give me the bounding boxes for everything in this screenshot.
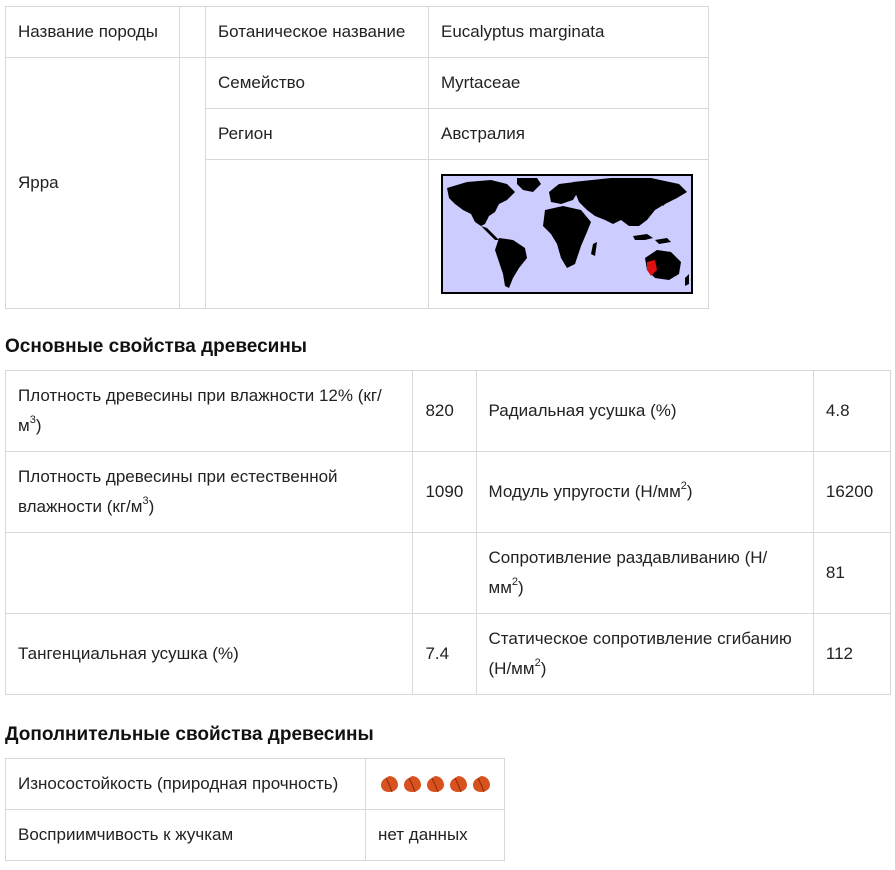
botanical-name-value: Eucalyptus marginata [429, 7, 709, 58]
property-label: Статическое сопротивление сгибанию $(Н/мм^2)$ [476, 614, 813, 695]
property-label: Тангенциальная усушка (%) [6, 614, 413, 695]
extra-properties-table [5, 758, 505, 861]
property-value: 112 [813, 614, 890, 695]
durability-rating [366, 759, 505, 810]
property-value: 7.4 [413, 614, 476, 695]
species-name-value: Ярра [6, 58, 180, 309]
main-properties-table [5, 370, 891, 695]
spacer-cell [180, 58, 206, 309]
beetle-value: нет данных [366, 810, 505, 861]
extra-properties-heading: Дополнительные свойства древесины [5, 724, 374, 745]
map-cell [429, 160, 709, 309]
main-properties-heading: Основные свойства древесины [5, 336, 308, 357]
property-value: 16200 [813, 452, 890, 533]
property-label: Плотность древесины при влажности 12% $(кг/м^3)$ [6, 371, 413, 452]
property-label: Радиальная усушка (%) [476, 371, 813, 452]
property-value: 4.8 [813, 371, 890, 452]
beetle-label: Восприимчивость к жучкам [6, 810, 366, 861]
table-row [6, 533, 891, 614]
property-label: Плотность древесины при естественной влажности $(кг/м^3)$ [6, 452, 413, 533]
table-row [6, 452, 891, 533]
property-label: Сопротивление раздавливанию $(Н/мм^2)$ [476, 533, 813, 614]
table-row [6, 371, 891, 452]
leaf-icon [401, 773, 423, 795]
family-value: Myrtaceae [429, 58, 709, 109]
table-row [6, 614, 891, 695]
table-row [6, 759, 505, 810]
leaf-icon [447, 773, 469, 795]
property-value: 1090 [413, 452, 476, 533]
empty-cell [413, 533, 476, 614]
world-map-icon [441, 174, 693, 294]
empty-cell [206, 160, 429, 309]
leaf-icon [424, 773, 446, 795]
property-label: Модуль упругости $(Н/мм^2)$ [476, 452, 813, 533]
species-info-table [5, 6, 709, 309]
durability-label: Износостойкость (природная прочность) [6, 759, 366, 810]
spacer-cell [180, 7, 206, 58]
property-value: 81 [813, 533, 890, 614]
leaf-rating [378, 773, 492, 795]
leaf-icon [470, 773, 492, 795]
family-label: Семейство [206, 58, 429, 109]
table-row [6, 810, 505, 861]
region-label: Регион [206, 109, 429, 160]
property-value: 820 [413, 371, 476, 452]
botanical-name-label: Ботаническое название [206, 7, 429, 58]
leaf-icon [378, 773, 400, 795]
region-value: Австралия [429, 109, 709, 160]
empty-cell [6, 533, 413, 614]
species-name-label: Название породы [6, 7, 180, 58]
